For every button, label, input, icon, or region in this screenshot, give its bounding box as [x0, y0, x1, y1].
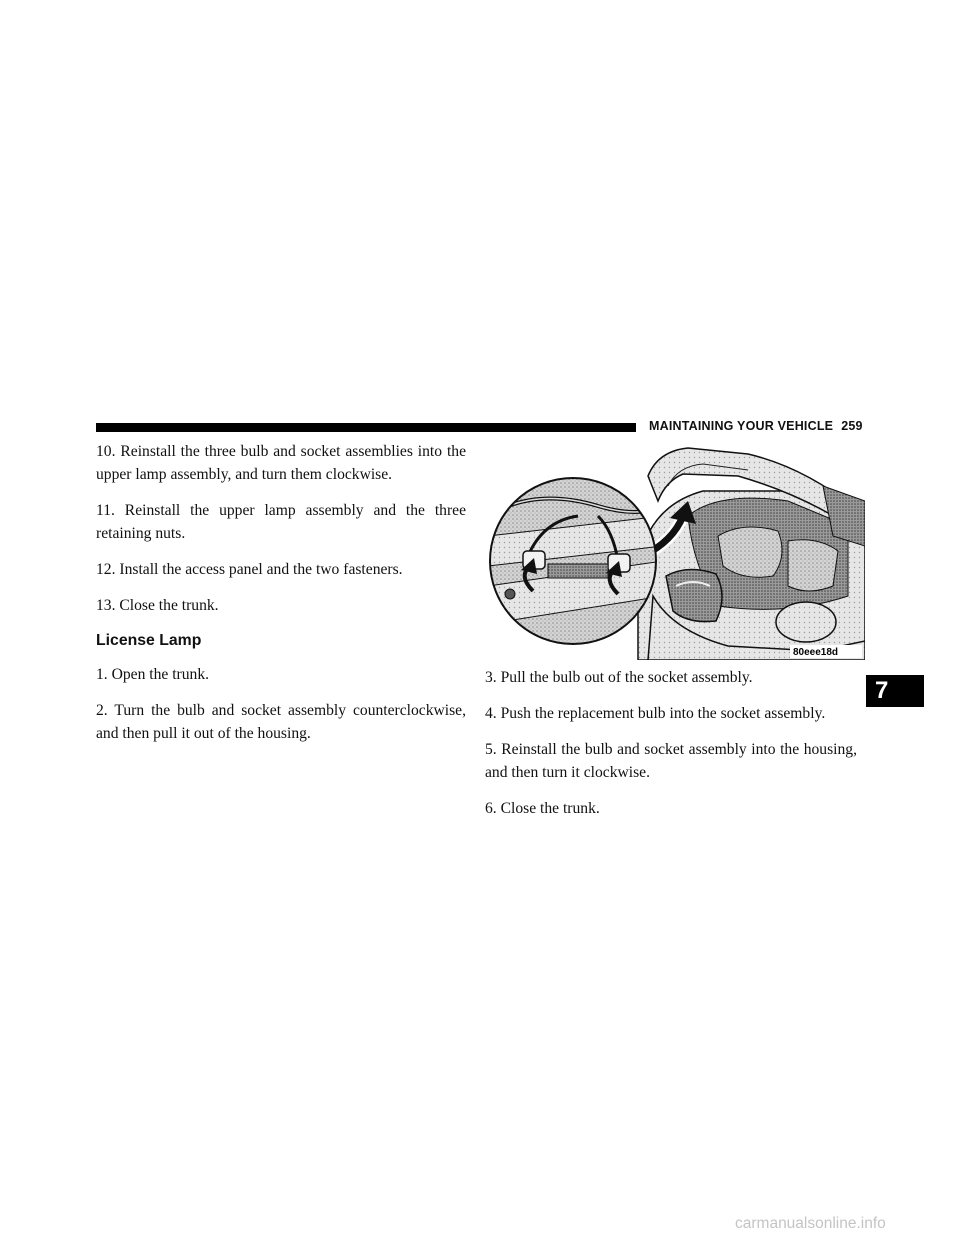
right-column	[485, 666, 857, 833]
step-12: 12. Install the access panel and the two fasteners.	[96, 561, 403, 578]
left-column	[96, 440, 466, 758]
step-10: 10. Reinstall the three bulb and socket assemblies into the upper lamp assembly, and turn them clockwise.	[96, 443, 466, 483]
step-13: 13. Close the trunk.	[96, 597, 219, 614]
chapter-tab: 7	[866, 675, 924, 707]
page-number: 259	[841, 419, 863, 433]
header-rule	[96, 423, 636, 432]
license-step-3: 3. Pull the bulb out of the socket assembly.	[485, 669, 753, 686]
license-step-5: 5. Reinstall the bulb and socket assembly into the housing, and then turn it clockwise.	[485, 741, 857, 781]
figure-code: 80eee18d	[793, 647, 839, 658]
section-title: MAINTAINING YOUR VEHICLE	[649, 419, 834, 433]
license-step-1: 1. Open the trunk.	[96, 666, 210, 683]
license-lamp-illustration	[488, 446, 865, 660]
running-header	[649, 419, 863, 433]
illustration-drawing	[488, 446, 865, 660]
section-heading: License Lamp	[96, 632, 202, 649]
license-step-6: 6. Close the trunk.	[485, 800, 600, 817]
license-step-4: 4. Push the replacement bulb into the socket assembly.	[485, 705, 826, 722]
watermark: carmanualsonline.info	[735, 1215, 886, 1232]
step-11: 11. Reinstall the upper lamp assembly and the three retaining nuts.	[96, 502, 466, 542]
license-step-2: 2. Turn the bulb and socket assembly counterclockwise, and then pull it out of the housing.	[96, 702, 466, 742]
